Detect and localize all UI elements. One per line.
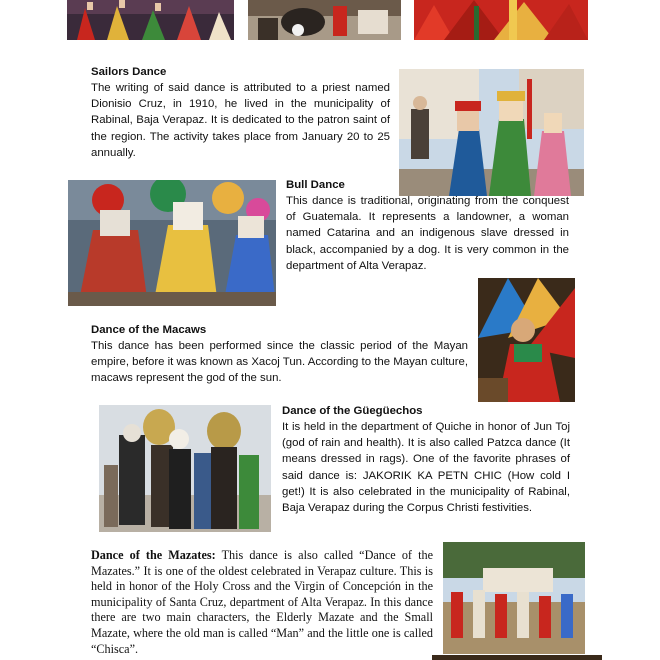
section-sailors-dance (91, 64, 390, 161)
mazates-dance-photo (443, 542, 585, 654)
bull-dance-photo (68, 180, 276, 306)
gueguechos-dance-photo (99, 405, 271, 532)
sailors-dance-title: Sailors Dance (91, 66, 167, 78)
section-bull-dance (286, 177, 569, 274)
section-macaws-dance (91, 322, 468, 387)
macaws-dance-title: Dance of the Macaws (91, 324, 207, 336)
section-mazates-dance (91, 548, 433, 657)
sailors-dance-body: The writing of said dance is attributed to a priest named Dionisio Cruz, in 1910, he lived in the municipality of Rabinal, Baja Verapaz. It is dedicated to the patron saint of the region. The activity takes place from January 20 to 25 annually. (91, 82, 390, 159)
bottom-partial-photo (432, 655, 602, 660)
bull-dance-body: This dance is traditional, originating from the conquest of Guatemala. It represents a landowner, a woman named Catarina and an indigenous slave dressed in black, accompanied by a dog. It is very common in the department of Alta Verapaz. (286, 195, 569, 272)
macaws-dance-photo (478, 278, 575, 402)
macaws-dance-body: This dance has been performed since the classic period of the Mayan empire, before it was known as Xacoj Tun. According to the Mayan culture, macaws represent the god of the sun. (91, 340, 468, 385)
bull-dance-title: Bull Dance (286, 179, 345, 191)
top-dance-photo-center (248, 0, 401, 40)
section-gueguechos-dance (282, 403, 570, 516)
mazates-dance-body: This dance is also called “Dance of the Mazates.” It is one of the oldest celebrated in Verapaz culture. This is held in honor of the Holy Cross and the Virgin of Concepción in the municipality of Santa Cruz, department of Alta Verapaz. In this dance there are two main characters, the Elderly Mazate and the Small Mazate, where the old man is called “Man” and the little one is called “Chisca”. (91, 548, 434, 656)
gueguechos-dance-title: Dance of the Güegüechos (282, 405, 423, 417)
gueguechos-dance-body: It is held in the department of Quiche in honor of Jun Toj (god of rain and health). It is also called Patzca dance (It means dressed in rags). One of the favorite phrases of said dance is: JAKORIK KA PETN CHIC (How cold I get!) It is also celebrated in the municipality of Rabinal, Baja Verapaz during the Corpus Christi festivities. (282, 421, 570, 515)
top-dance-photo-right (414, 0, 588, 40)
mazates-dance-title: Dance of the Mazates: (91, 548, 216, 562)
top-dance-photo-left (67, 0, 234, 40)
